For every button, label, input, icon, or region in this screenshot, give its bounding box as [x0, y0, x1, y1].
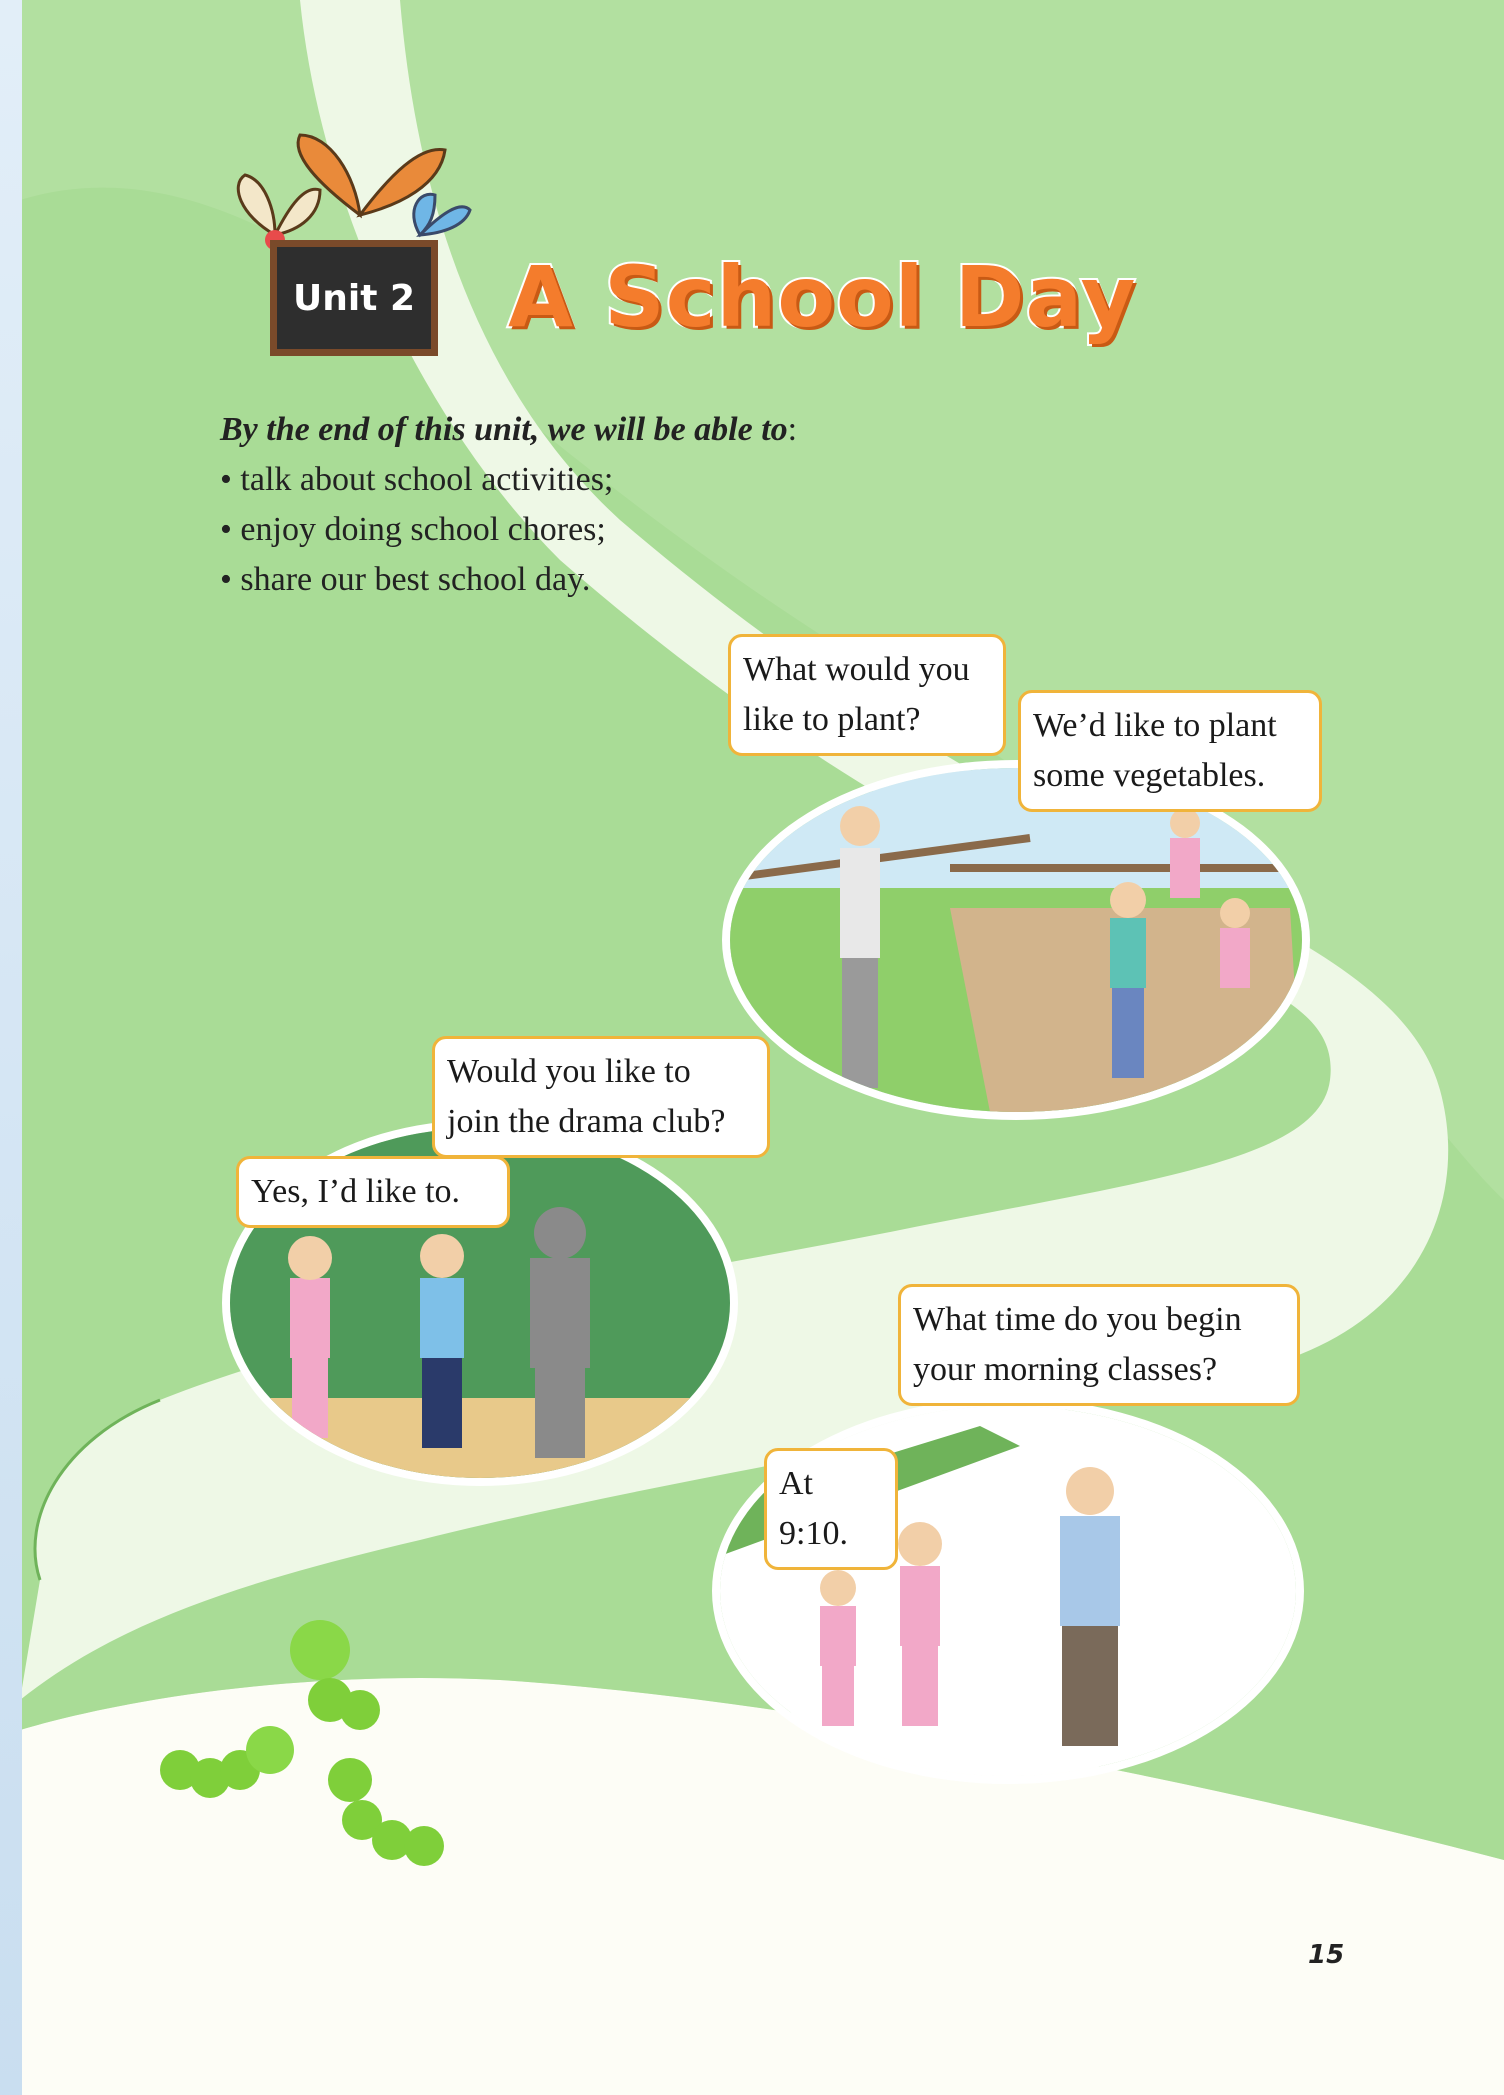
page-title: A School Day — [508, 248, 1137, 346]
speech-bubble-answer: We’d like to plant some vegetables. — [1018, 690, 1322, 812]
goal-item: • share our best school day. — [220, 561, 591, 598]
speech-bubble-question: What time do you begin your morning classes? — [898, 1284, 1300, 1406]
unit-goals: By the end of this unit, we will be able to: • talk about school activities; • enjoy doing school chores; • share our best school day. — [220, 405, 797, 605]
speech-bubble-question: Would you like to join the drama club? — [432, 1036, 770, 1158]
speech-bubble-answer: Yes, I’d like to. — [236, 1156, 510, 1228]
goal-item: • enjoy doing school chores; — [220, 511, 606, 548]
page-number: 15 — [1308, 1940, 1345, 1970]
butterflies-icon — [220, 125, 480, 255]
page-edge-strip — [0, 0, 22, 2095]
goal-item: • talk about school activities; — [220, 461, 614, 498]
speech-bubble-answer: At 9:10. — [764, 1448, 898, 1570]
garden-scene-illustration — [722, 760, 1310, 1120]
goals-lead: By the end of this unit, we will be able to — [220, 411, 788, 448]
speech-bubble-question: What would you like to plant? — [728, 634, 1006, 756]
unit-label-board: Unit 2 — [270, 240, 438, 356]
